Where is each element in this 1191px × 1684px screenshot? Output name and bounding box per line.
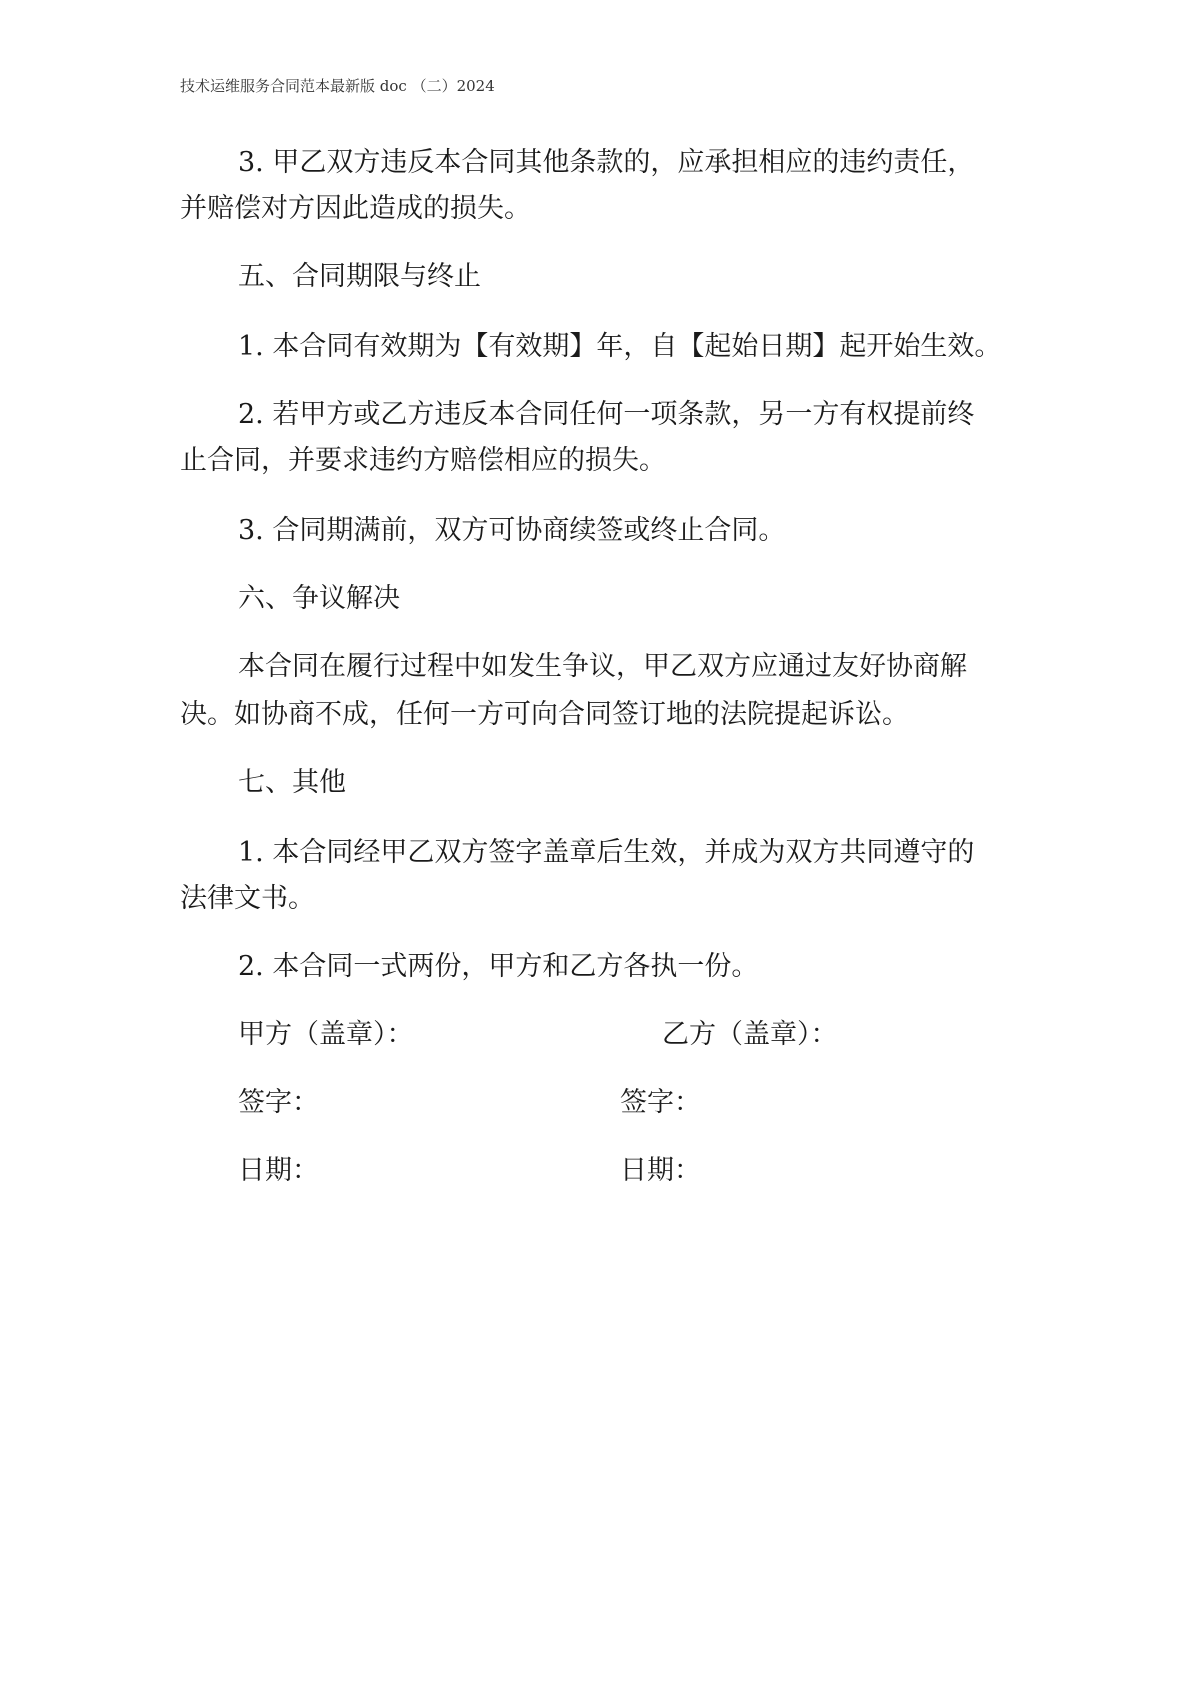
section-6-paragraph-line-2: 决。如协商不成，任何一方可向合同签订地的法院提起诉讼。 [180,699,909,730]
clause-5-3: 3. 合同期满前，双方可协商续签或终止合同。 [238,515,786,546]
clause-5-2-line-1: 2. 若甲方或乙方违反本合同任何一项条款，另一方有权提前终 [238,399,975,430]
section-6-paragraph-line-1: 本合同在履行过程中如发生争议，甲乙双方应通过友好协商解 [238,651,967,682]
section-5-heading: 五、合同期限与终止 [238,261,481,292]
clause-5-2-line-2: 止合同，并要求违约方赔偿相应的损失。 [180,445,666,476]
clause-7-2: 2. 本合同一式两份，甲方和乙方各执一份。 [238,951,759,982]
page-header: 技术运维服务合同范本最新版 doc （二）2024 [180,77,495,95]
party-a-seal-label: 甲方（盖章）： [238,1019,414,1050]
section-6-heading: 六、争议解决 [238,583,400,614]
party-b-seal-label: 乙方（盖章）： [662,1019,838,1050]
party-b-date-label: 日期： [620,1155,701,1186]
party-a-signature-label: 签字： [238,1087,319,1118]
clause-5-1: 1. 本合同有效期为【有效期】年，自【起始日期】起开始生效。 [238,331,1002,362]
party-b-signature-label: 签字： [620,1087,701,1118]
party-a-date-label: 日期： [238,1155,319,1186]
clause-4-3-line-1: 3. 甲乙双方违反本合同其他条款的，应承担相应的违约责任， [238,147,975,178]
clause-4-3-line-2: 并赔偿对方因此造成的损失。 [180,193,531,224]
clause-7-1-line-2: 法律文书。 [180,883,315,914]
section-7-heading: 七、其他 [238,767,346,798]
clause-7-1-line-1: 1. 本合同经甲乙双方签字盖章后生效，并成为双方共同遵守的 [238,837,975,868]
